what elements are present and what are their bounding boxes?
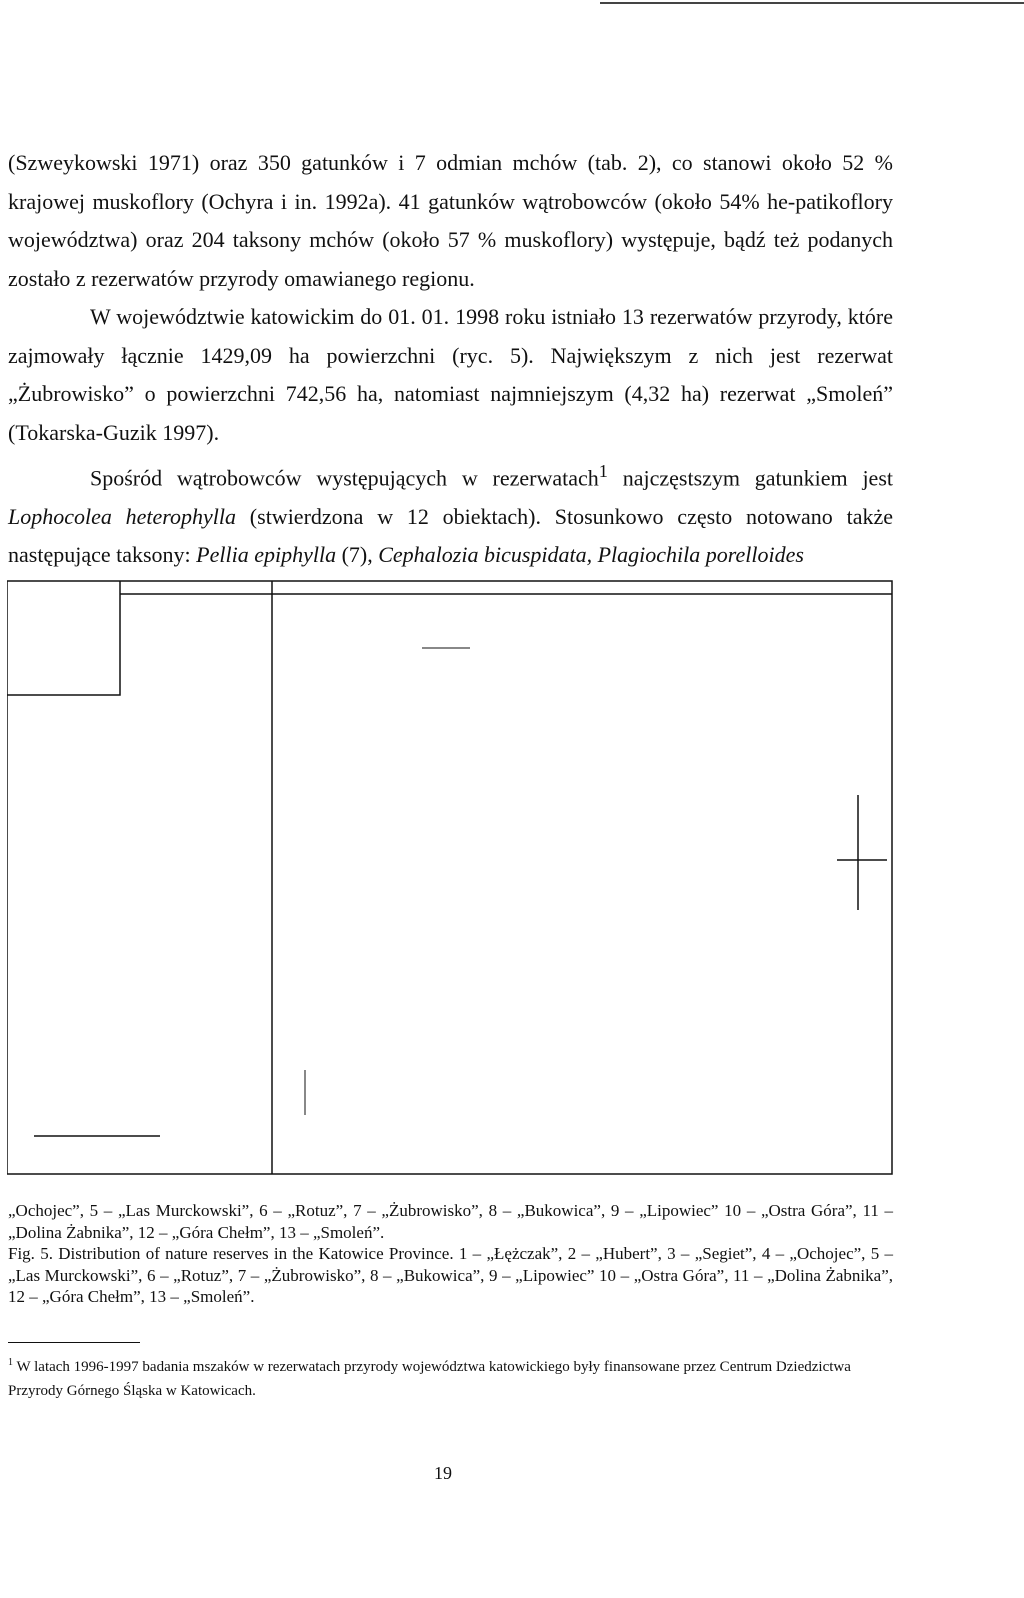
paragraph-3-part-a: Spośród wątrobowców występujących w rezerwatach <box>90 465 599 491</box>
footnote-body: W latach 1996-1997 badania mszaków w rezerwatach przyrody województwa katowickiego były finansowane przez Centrum Dziedzictwa Przyrody Górnego Śląska w Katowicach. <box>8 1359 851 1399</box>
header-rule <box>600 2 1024 4</box>
paragraph-2: W województwie katowickim do 01. 01. 1998 roku istniało 13 rezerwatów przyrody, które zajmowały łącznie 1429,09 ha powierzchni (ryc. 5). Największym z nich jest rezerwat „Żubrowisko” o powierzchni 742,56 ha, natomiast najmniejszym (4,32 ha) rezerwat „Smoleń” (Tokarska-Guzik 1997). <box>8 304 893 445</box>
map-inset-box <box>7 581 120 695</box>
paragraph-1: (Szweykowski 1971) oraz 350 gatunków i 7 odmian mchów (tab. 2), co stanowi około 52 % krajowej muskoflory (Ochyra i in. 1992a). 41 gatunków wątrobowców (około 54% he-patikoflory województwa) oraz 204 taksony mchów (około 57 % muskoflory) występuje, bądź też podanych zostało z rezerwatów przyrody omawianego regionu. <box>8 150 893 291</box>
species-name: Lophocolea heterophylla <box>8 503 237 529</box>
paragraph-3-part-b: najczęstszym gatunkiem jest <box>607 465 893 491</box>
footnote <box>8 1355 893 1403</box>
footnote-rule <box>8 1342 140 1343</box>
footnote-reference[interactable]: 1 <box>598 461 608 481</box>
paragraph-3 <box>8 452 893 575</box>
footnote-mark: 1 <box>8 1357 13 1368</box>
paragraph-3-part-c: (stwierdzona w 12 obiektach). Stosunkowo często notowano także następujące taksony: <box>8 503 893 568</box>
caption-polish: „Ochojec”, 5 – „Las Murckowski”, 6 – „Rotuz”, 7 – „Żubrowisko”, 8 – „Bukowica”, 9 – „Lipowiec” 10 – „Ostra Góra”, 11 – „Dolina Żabnika”, 12 – „Góra Chełm”, 13 – „Smoleń”. <box>8 1201 893 1242</box>
species-name: Pellia epiphylla <box>196 542 337 568</box>
species-name: Cephalozia bicuspidata, Plagiochila porelloides <box>378 542 804 568</box>
reserves-map-figure <box>7 580 893 1176</box>
page-number: 19 <box>434 1463 452 1483</box>
caption-english: Fig. 5. Distribution of nature reserves in the Katowice Province. 1 – „Łężczak”, 2 – „Hubert”, 3 – „Segiet”, 4 – „Ochojec”, 5 – „Las Murckowski”, 6 – „Rotuz”, 7 – „Żubrowisko”, 8 – „Bukowica”, 9 – „Lipowiec” 10 – „Ostra Góra”, 11 – „Dolina Żabnika”, 12 – „Góra Chełm”, 13 – „Smoleń”. <box>8 1244 893 1306</box>
figure-caption <box>8 1200 893 1308</box>
footnote-text <box>8 1355 893 1403</box>
map-frame <box>7 581 892 1174</box>
paragraph-3-part-d: (7), <box>336 542 379 568</box>
body-text <box>8 144 893 575</box>
